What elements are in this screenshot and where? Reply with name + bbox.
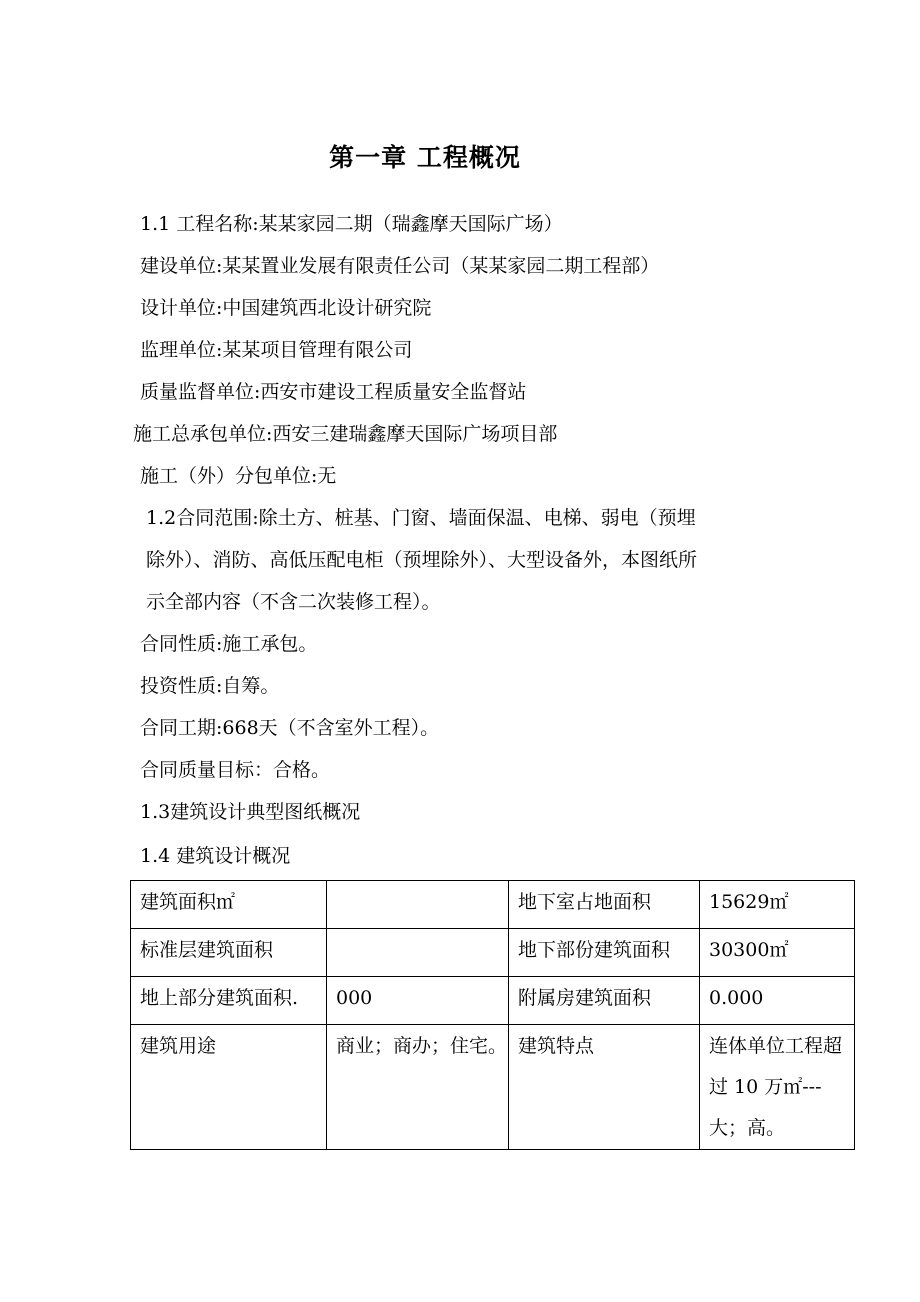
designer-line: 设计单位:中国建筑西北设计研究院 [140, 297, 432, 319]
quality-supervision-line: 质量监督单位:西安市建设工程质量安全监督站 [140, 381, 527, 403]
table-cell: 0.000 [700, 977, 855, 1025]
chapter-title: 第一章 工程概况 [329, 143, 521, 172]
general-contractor-line: 施工总承包单位:西安三建瑞鑫摩天国际广场项目部 [133, 423, 558, 445]
contract-nature-line: 合同性质:施工承包。 [140, 633, 318, 655]
building-design-overview-table [130, 880, 855, 1150]
table-cell: 30300㎡ [700, 929, 855, 977]
project-name-line: 1.1 工程名称:某某家园二期（瑞鑫摩天国际广场） [140, 213, 563, 235]
developer-line: 建设单位:某某置业发展有限责任公司（某某家园二期工程部） [140, 255, 660, 277]
investment-nature-line: 投资性质:自筹。 [140, 675, 280, 697]
section-1-3-heading: 1.3建筑设计典型图纸概况 [140, 801, 361, 823]
table-cell: 附属房建筑面积 [509, 977, 700, 1025]
contract-scope-line-3: 示全部内容（不含二次装修工程）。 [146, 591, 441, 613]
table-cell [327, 929, 509, 977]
table-cell: 商业；商办；住宅。 [327, 1025, 509, 1150]
table-row [131, 977, 855, 1025]
table-row [131, 929, 855, 977]
table-cell: 标准层建筑面积 [131, 929, 327, 977]
table-cell: 地上部分建筑面积. [131, 977, 327, 1025]
contract-scope-line-1: 1.2合同范围:除土方、桩基、门窗、墙面保温、电梯、弱电（预埋 [146, 507, 696, 529]
contract-duration-line: 合同工期:668天（不含室外工程）。 [140, 717, 440, 739]
section-1-4-heading: 1.4 建筑设计概况 [140, 845, 291, 867]
table-cell: 建筑面积㎡ [131, 881, 327, 929]
table-cell: 建筑特点 [509, 1025, 700, 1150]
table-row [131, 881, 855, 929]
table-cell: 地下室占地面积 [509, 881, 700, 929]
contract-scope-line-2: 除外）、消防、高低压配电柜（预埋除外）、大型设备外，本图纸所 [146, 549, 698, 571]
table-cell: 地下部份建筑面积 [509, 929, 700, 977]
table-cell [327, 881, 509, 929]
supervisor-line: 监理单位:某某项目管理有限公司 [140, 339, 413, 361]
table-cell: 000 [327, 977, 509, 1025]
subcontractor-line: 施工（外）分包单位:无 [140, 465, 337, 487]
table-cell: 连体单位工程超过 10 万㎡---大；高。 [700, 1025, 855, 1150]
table-cell: 15629㎡ [700, 881, 855, 929]
table-cell: 建筑用途 [131, 1025, 327, 1150]
quality-target-line: 合同质量目标：合格。 [140, 759, 331, 781]
table-row [131, 1025, 855, 1150]
